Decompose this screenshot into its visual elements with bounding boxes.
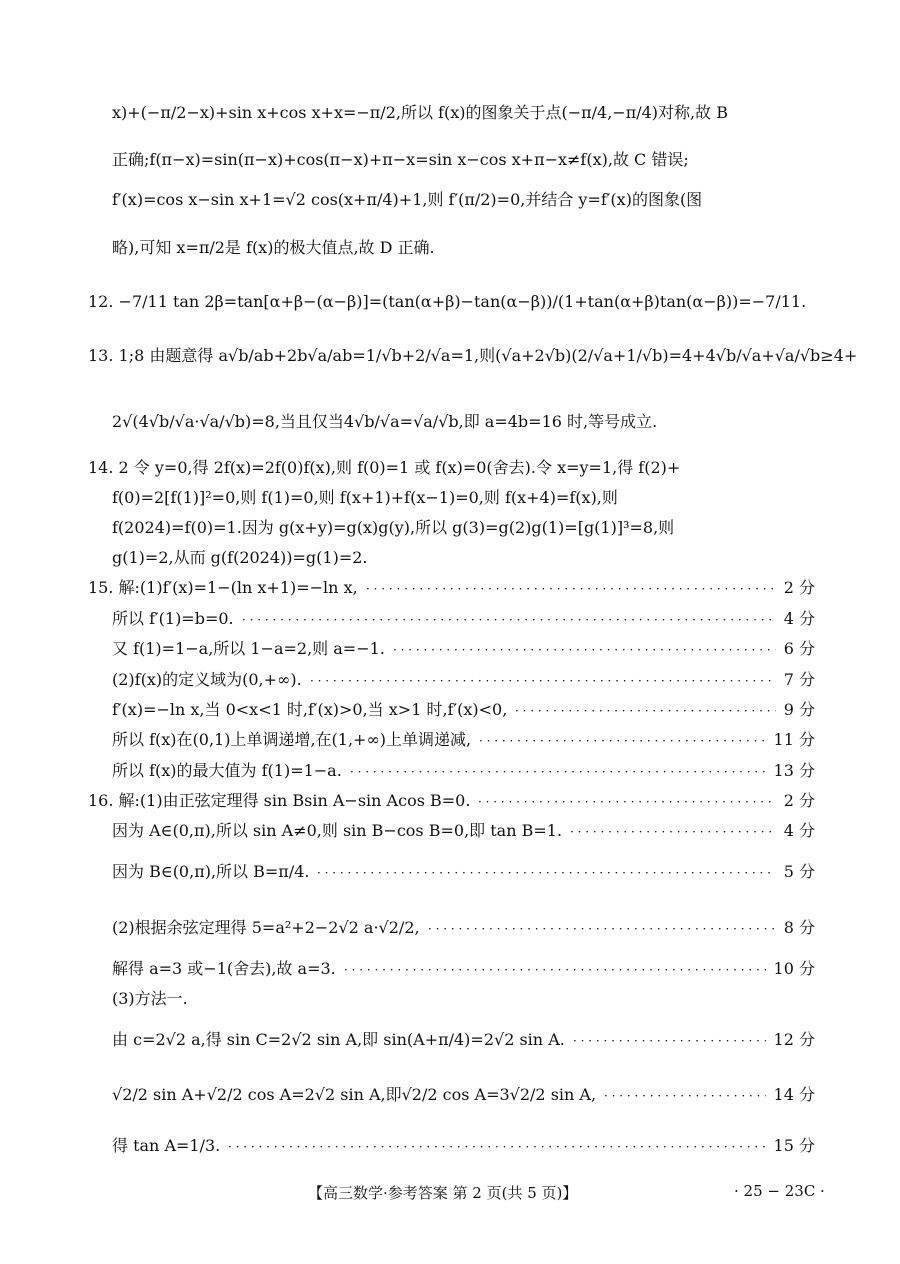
page-footer [0,1180,900,1204]
answer-line-text: 12. −7/11 tan 2β=tan[α+β−(α−β)]=(tan(α+β)−tan(α−β))/(1+tan(α+β)tan(α−β))=−7/11. [88,292,807,311]
score-label: 10 分 [773,959,815,978]
score-label: 4 分 [783,609,815,628]
leader-dots [479,730,766,750]
score-label: 11 分 [773,730,815,749]
answer-line-text: f′(x)=−ln x,当 0<x<1 时,f′(x)>0,当 x>1 时,f′(x)<0, [112,700,508,719]
leader-dots [317,862,776,882]
leader-dots [228,1136,766,1156]
leader-dots [366,578,776,598]
leader-dots [570,821,776,841]
answer-line-text: (3)方法一. [112,989,188,1008]
score-label: 2 分 [783,791,815,810]
footer-title: 【高三数学·参考答案 第 2 页(共 5 页)】 [308,1184,578,1202]
score-label: 4 分 [783,821,815,840]
answer-line-text: f(2024)=f(0)=1.因为 g(x+y)=g(x)g(y),所以 g(3)=g(2)g(1)=[g(1)]³=8,则 [112,518,675,537]
leader-dots [350,761,766,781]
answer-line-text: (2)根据余弦定理得 5=a²+2−2√2 a·√2/2, [112,918,420,937]
leader-dots [478,791,776,811]
score-label: 5 分 [783,862,815,881]
answer-line-text: 所以 f(x)的最大值为 f(1)=1−a. [112,761,342,780]
answer-line-text: 13. 1;8 由题意得 a√b/ab+2b√a/ab=1/√b+2/√a=1,则(√a+2√b)(2/√a+1/√b)=4+4√b/√a+√a/√b≥4+ [88,346,858,365]
answer-line-text: 14. 2 令 y=0,得 2f(x)=2f(0)f(x),则 f(0)=1 或 f(x)=0(舍去).令 x=y=1,得 f(2)+ [88,458,681,477]
answer-line-text: 16. 解:(1)由正弦定理得 sin Bsin A−sin Acos B=0. [88,791,471,810]
answer-line-text: 正确;f(π−x)=sin(π−x)+cos(π−x)+π−x=sin x−cos x+π−x≠f(x),故 C 错误; [112,150,689,169]
answer-line-text: x)+(−π/2−x)+sin x+cos x+x=−π/2,所以 f(x)的图象关于点(−π/4,−π/4)对称,故 B [112,103,728,122]
leader-dots [310,670,776,690]
score-label: 12 分 [773,1030,815,1049]
answer-line-text: 略),可知 x=π/2是 f(x)的极大值点,故 D 正确. [112,238,435,257]
answer-line-text: √2/2 sin A+√2/2 cos A=2√2 sin A,即√2/2 cos A=3√2/2 sin A, [112,1085,597,1104]
answer-line-text: 15. 解:(1)f′(x)=1−(ln x+1)=−ln x, [88,578,358,597]
answer-line-text: g(1)=2,从而 g(f(2024))=g(1)=2. [112,548,368,567]
score-label: 6 分 [783,639,815,658]
score-label: 14 分 [773,1085,815,1104]
leader-dots [242,609,776,629]
answer-line-text: 2√(4√b/√a·√a/√b)=8,当且仅当4√b/√a=√a/√b,即 a=4b=16 时,等号成立. [112,412,658,431]
leader-dots [428,918,776,938]
answer-line-text: 所以 f′(1)=b=0. [112,609,234,628]
answer-line-text: f(0)=2[f(1)]²=0,则 f(1)=0,则 f(x+1)+f(x−1)=0,则 f(x+4)=f(x),则 [112,488,618,507]
leader-dots [515,700,776,720]
score-label: 8 分 [783,918,815,937]
answer-line-text: (2)f(x)的定义域为(0,+∞). [112,670,302,689]
answer-line-text: 由 c=2√2 a,得 sin C=2√2 sin A,即 sin(A+π/4)=2√2 sin A. [112,1030,565,1049]
answer-line-text: 所以 f(x)在(0,1)上单调递增,在(1,+∞)上单调递减, [112,730,472,749]
score-label: 15 分 [773,1136,815,1155]
leader-dots [604,1085,766,1105]
answer-line-text: 得 tan A=1/3. [112,1136,221,1155]
answer-line-text: 解得 a=3 或−1(舍去),故 a=3. [112,959,336,978]
leader-dots [573,1030,766,1050]
answer-line-text: 因为 A∈(0,π),所以 sin A≠0,则 sin B−cos B=0,即 tan B=1. [112,821,563,840]
answer-line-text: 又 f(1)=1−a,所以 1−a=2,则 a=−1. [112,639,385,658]
leader-dots [393,639,776,659]
score-label: 2 分 [783,578,815,597]
leader-dots [344,959,766,979]
score-label: 7 分 [783,670,815,689]
footer-code: · 25 − 23C · [734,1182,825,1200]
answer-line-text: f′(x)=cos x−sin x+1=√2 cos(x+π/4)+1,则 f′(π/2)=0,并结合 y=f′(x)的图象(图 [112,190,703,209]
score-label: 9 分 [783,700,815,719]
answer-line-text: 因为 B∈(0,π),所以 B=π/4. [112,862,310,881]
score-label: 13 分 [773,761,815,780]
